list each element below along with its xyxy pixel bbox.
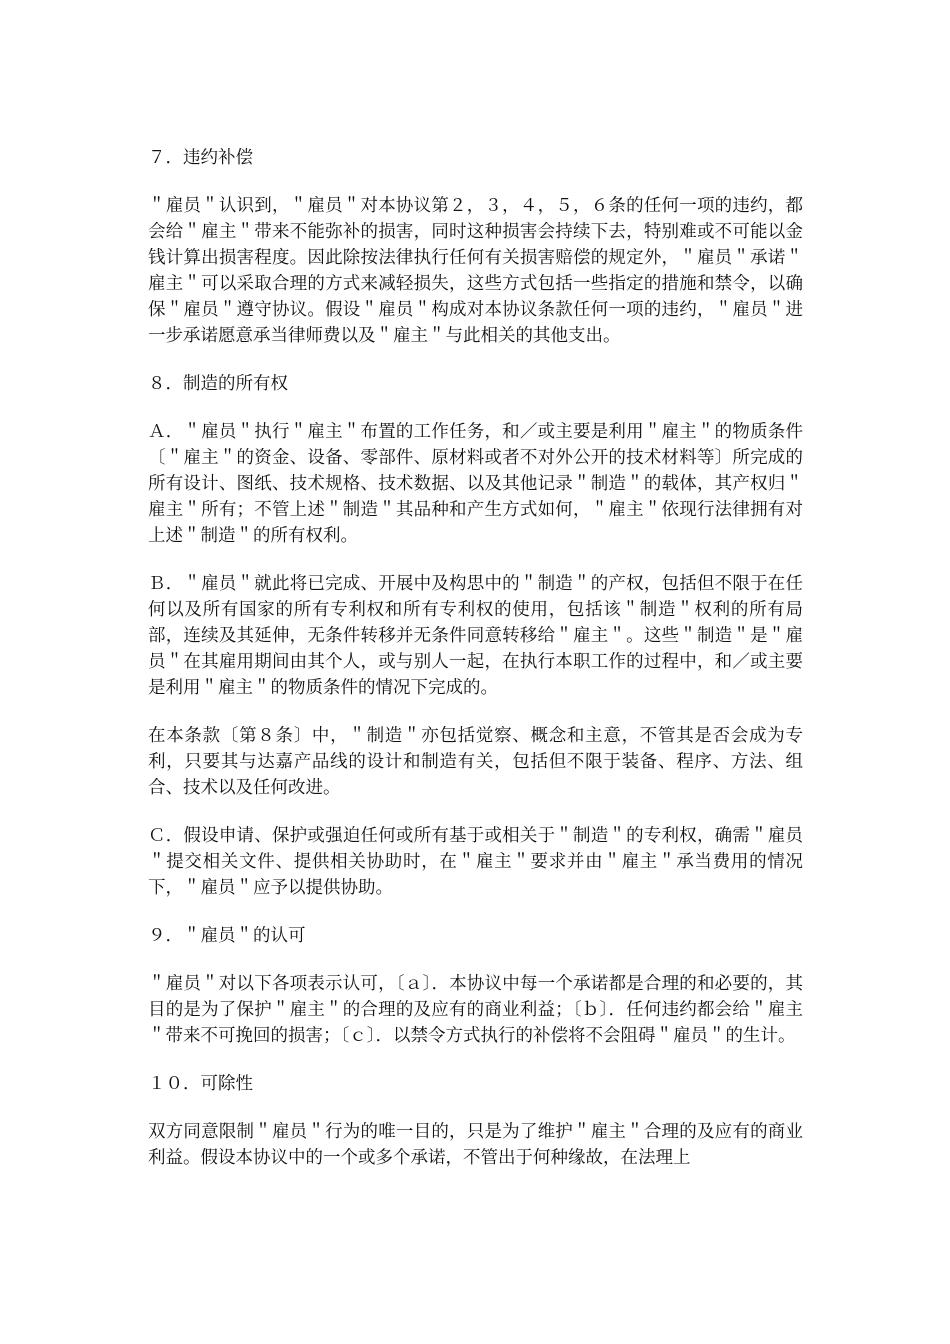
section-8a-paragraph: Ａ．＂雇员＂执行＂雇主＂布置的工作任务，和／或主要是利用＂雇主＂的物质条件〔＂雇主＂的资金、设备、零部件、原材料或者不对外公开的技术材料等〕所完成的所有设计、图纸、技术规格、技术数据、以及其他记录＂制造＂的载体，其产权归＂雇主＂所有；不管上述＂制造＂其品种和产生方式如何，＂雇主＂依现行法律拥有对上述＂制造＂的所有权利。 — [148, 422, 803, 546]
section-8c-paragraph: Ｃ．假设申请、保护或强迫任何或所有基于或相关于＂制造＂的专利权，确需＂雇员＂提交相关文件、提供相关协助时，在＂雇主＂要求并由＂雇主＂承当费用的情况下，＂雇员＂应予以提供协助。 — [148, 826, 803, 898]
section-7-heading: ７．违约补偿 — [148, 148, 253, 168]
section-8-definition-paragraph: 在本条款〔第８条〕中，＂制造＂亦包括觉察、概念和主意，不管其是否会成为专利，只要其与达嘉产品线的设计和制造有关，包括但不限于装备、程序、方法、组合、技术以及任何改进。 — [148, 726, 803, 798]
section-8b-paragraph: Ｂ．＂雇员＂就此将已完成、开展中及构思中的＂制造＂的产权，包括但不限于在任何以及所有国家的所有专利权和所有专利权的使用，包括该＂制造＂权利的所有局部，连续及其延伸，无条件转移并无条件同意转移给＂雇主＂。这些＂制造＂是＂雇员＂在其雇用期间由其个人，或与别人一起，在执行本职工作的过程中，和／或主要是利用＂雇主＂的物质条件的情况下完成的。 — [148, 574, 803, 698]
document-page — [148, 145, 803, 1193]
section-10-heading: １０．可除性 — [148, 1074, 253, 1094]
section-10-paragraph: 双方同意限制＂雇员＂行为的唯一目的，只是为了维护＂雇主＂合理的及应有的商业利益。假设本协议中的一个或多个承诺，不管出于何种缘故，在法理上 — [148, 1122, 803, 1168]
section-9-paragraph: ＂雇员＂对以下各项表示认可，〔ａ〕．本协议中每一个承诺都是合理的和必要的，其目的是为了保护＂雇主＂的合理的及应有的商业利益；〔ｂ〕．任何违约都会给＂雇主＂带来不可挽回的损害；〔ｃ〕．以禁令方式执行的补偿将不会阻碍＂雇员＂的生计。 — [148, 974, 803, 1046]
section-7-paragraph: ＂雇员＂认识到，＂雇员＂对本协议第２，３，４，５，６条的任何一项的违约，都会给＂雇主＂带来不能弥补的损害，同时这种损害会持续下去，特别难或不可能以金钱计算出损害程度。因此除按法律执行任何有关损害赔偿的规定外，＂雇员＂承诺＂雇主＂可以采取合理的方式来减轻损失，这些方式包括一些指定的措施和禁令，以确保＂雇员＂遵守协议。假设＂雇员＂构成对本协议条款任何一项的违约，＂雇员＂进一步承诺愿意承当律师费以及＂雇主＂与此相关的其他支出。 — [148, 196, 803, 346]
section-9-heading: ９．＂雇员＂的认可 — [148, 926, 306, 946]
section-8-heading: ８．制造的所有权 — [148, 374, 288, 394]
